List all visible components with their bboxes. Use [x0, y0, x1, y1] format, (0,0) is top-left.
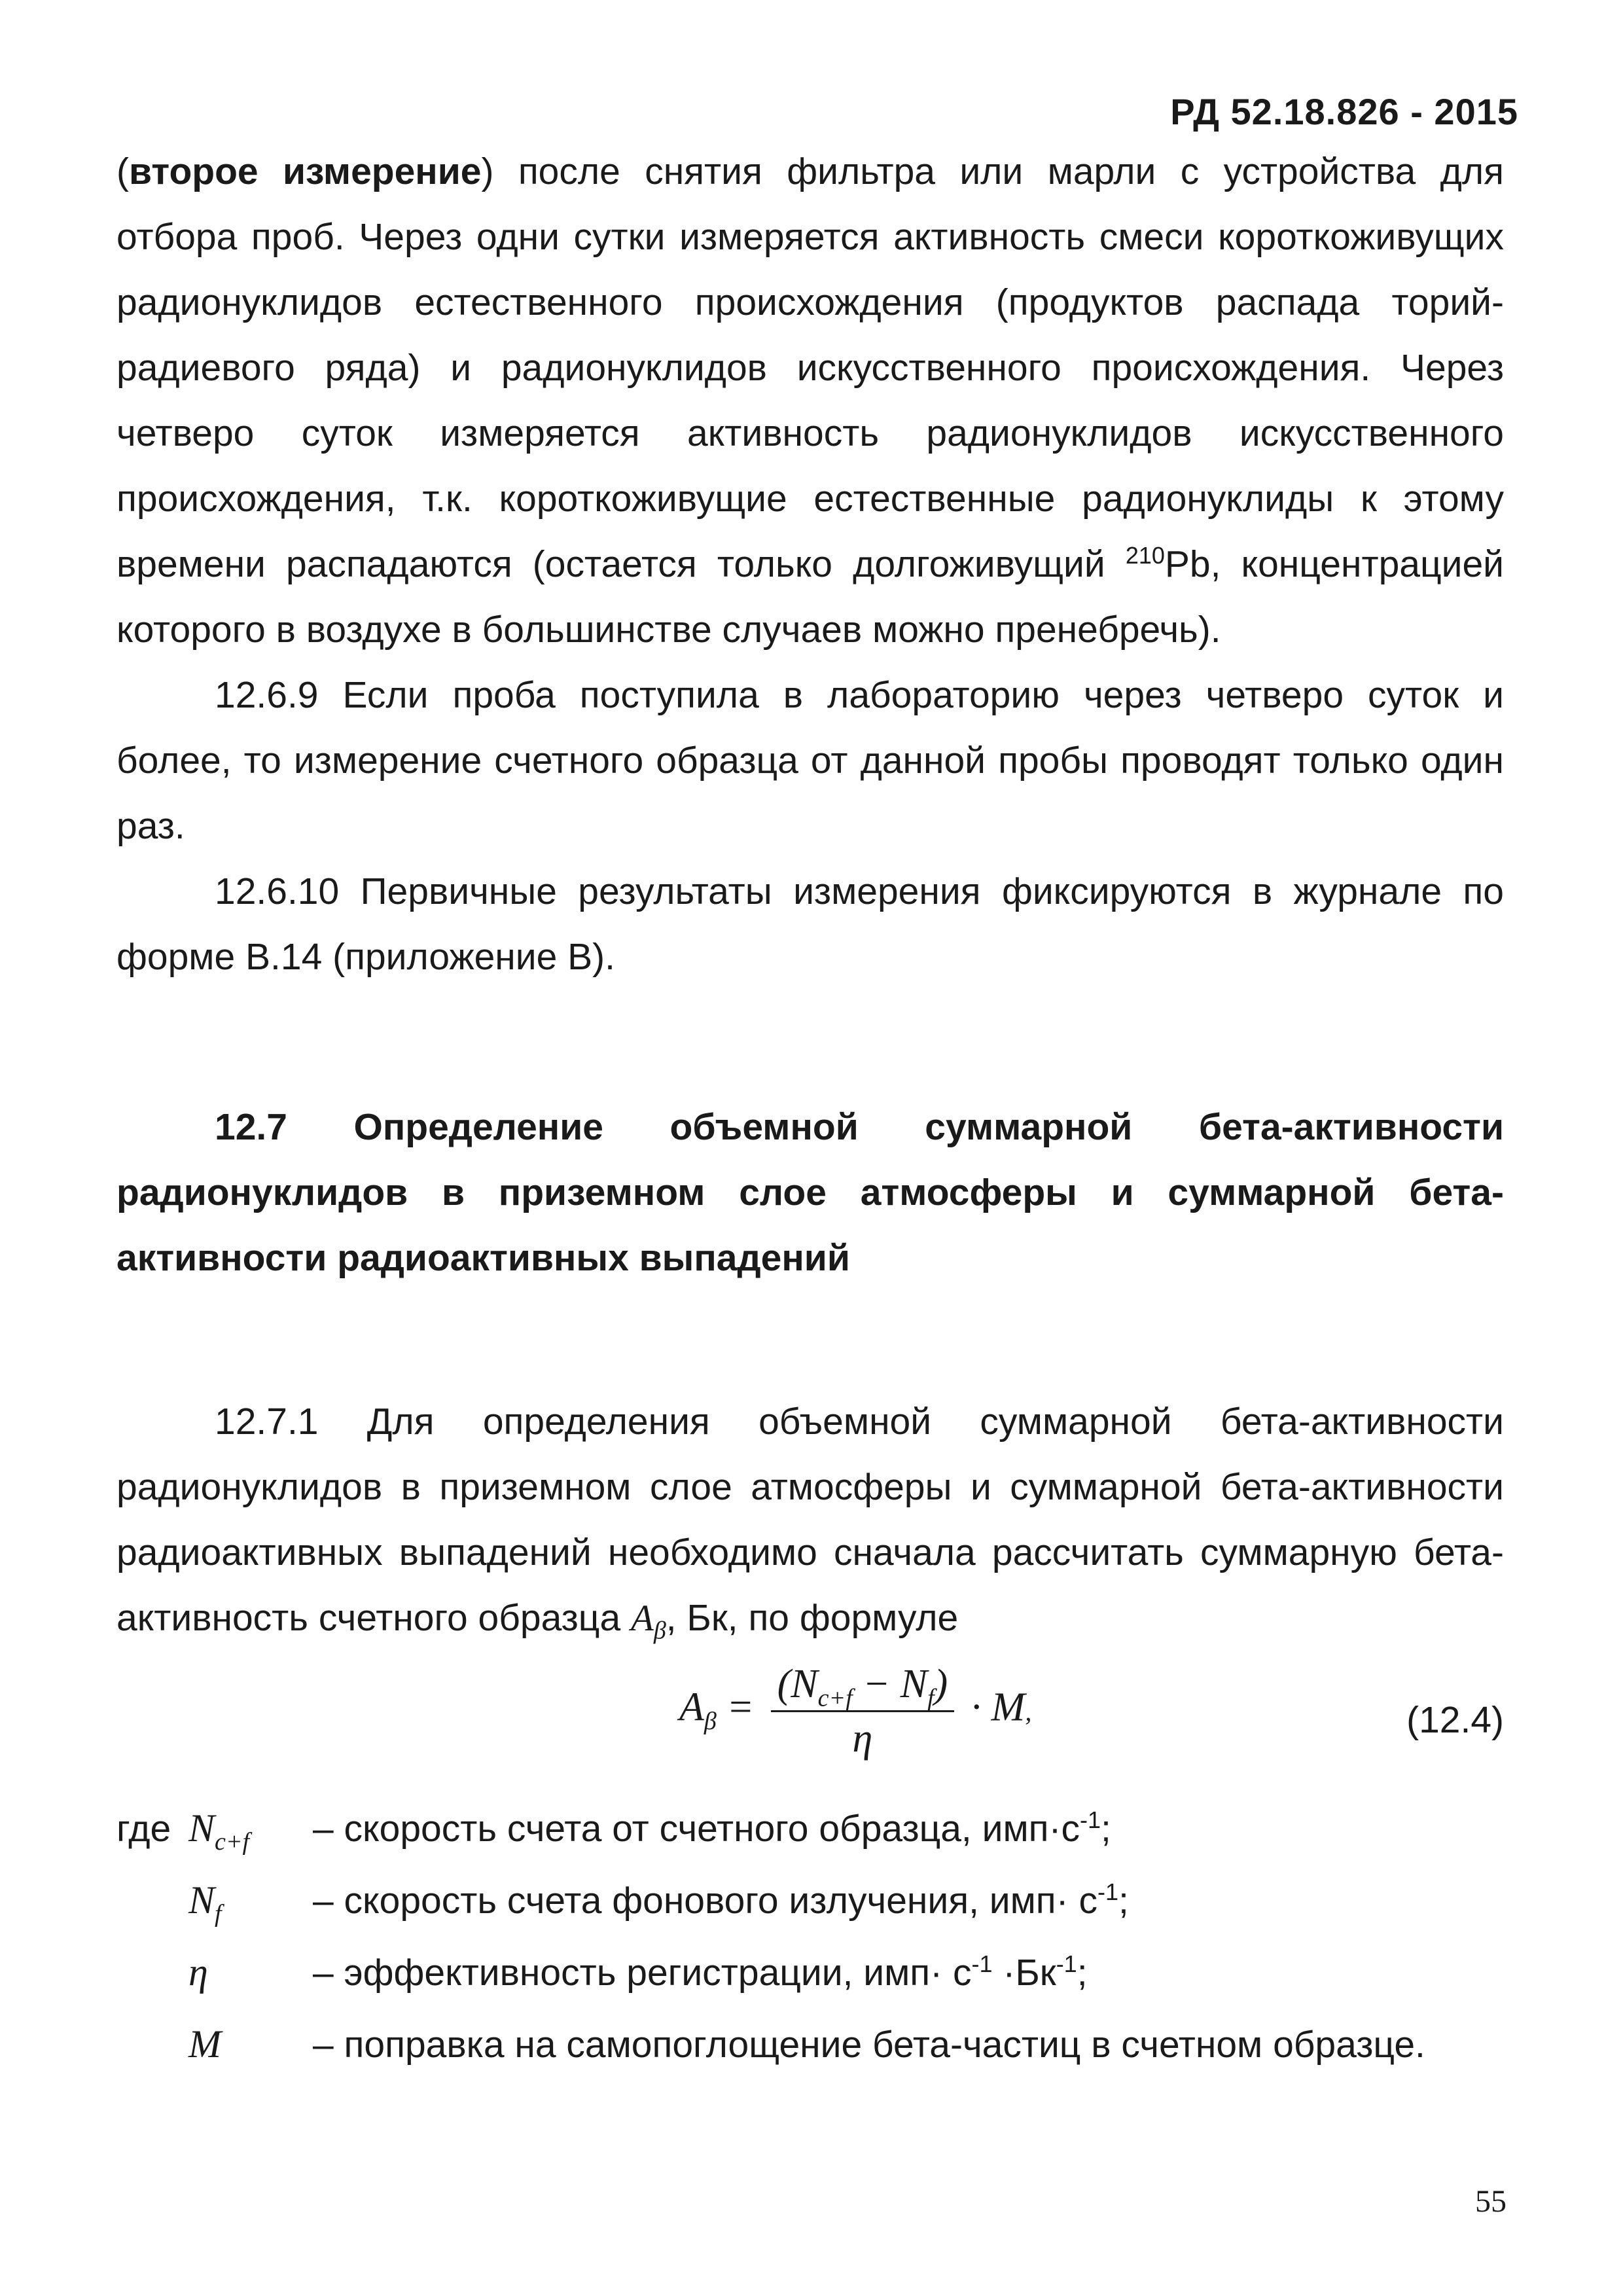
- formula-lhs-subscript: β: [704, 1708, 717, 1736]
- paragraph-12-7-1: [116, 1389, 1504, 1651]
- definition-tail: ;: [1101, 1808, 1111, 1850]
- formula-expression: [679, 1658, 1031, 1765]
- bold-term: второе измерение: [128, 151, 482, 192]
- definitions-list: [116, 1795, 1504, 2083]
- definition-text: [313, 1940, 1504, 2005]
- definition-body: – эффективность регистрации, имп· с: [313, 1952, 972, 1994]
- isotope-mass-number: 210: [1125, 542, 1165, 569]
- numerator-open: (N: [777, 1662, 818, 1706]
- definition-row: [116, 1795, 1504, 1867]
- paragraph-12-6-9: 12.6.9 Если проба поступила в лабораторию через четверо суток и более, то измерение счетного образца от данной пробы проводят только один раз.: [116, 674, 1504, 847]
- numerator-mid: − N: [852, 1662, 927, 1706]
- definition-tail: ;: [1118, 1880, 1129, 1922]
- symbol-letter: N: [188, 1878, 215, 1922]
- formula-lhs: A: [679, 1685, 704, 1730]
- symbol-subscript: f: [215, 1900, 222, 1928]
- paragraph-continued: (второе измерение) после снятия фильтра или марли с устройства для отбора проб. Через одни сутки измеряется активность смеси короткоживущих радионуклидов естественного происхождения (продуктов распада торий-радиевого ряда) и радионуклидов искусственного происхождения. Через четверо суток измеряется активность радионуклидов искусственного происхождения, т.к. короткоживущие естественные радионуклиды к этому времени распадаются (остается только долгоживущий $^{210}$Pb, концентрацией которого в воздухе в большинстве случаев можно пренебречь).: [116, 151, 1504, 651]
- definition-exponent: -1: [1079, 1806, 1101, 1833]
- document-code: РД 52.18.826 - 2015: [1170, 91, 1518, 132]
- paragraph-text-tail: Pb, концентрацией которого в воздухе в большинстве случаев можно пренебречь).: [116, 543, 1504, 651]
- formula-equals: =: [726, 1685, 755, 1730]
- definition-text: [313, 1796, 1504, 1861]
- formula-fraction: [771, 1658, 955, 1765]
- symbol-letter: A: [630, 1598, 654, 1639]
- numerator-sub-2: f: [927, 1684, 935, 1712]
- equation-number: (12.4): [1406, 1699, 1504, 1741]
- definitions-prefix: где: [116, 1808, 171, 1850]
- paragraph-text-end: , Бк, по формуле: [666, 1597, 959, 1639]
- page-number: 55: [1475, 2184, 1507, 2219]
- formula-comma: ,: [1025, 1696, 1032, 1727]
- symbol-subscript: c+f: [215, 1828, 250, 1856]
- section-heading-12-7: 12.7 Определение объемной суммарной бета-активности радионуклидов в приземном слое атмосферы и суммарной бета-активности радиоактивных выпадений: [116, 1106, 1504, 1279]
- symbol-a-beta: [630, 1598, 666, 1645]
- definition-text: [313, 1868, 1504, 1933]
- numerator-sub-1: c+f: [817, 1684, 853, 1712]
- definition-exponent-2: -1: [1056, 1950, 1077, 1977]
- paragraph-text: 12.7.1 Для определения объемной суммарной бета-активности радионуклидов в приземном слое атмосферы и суммарной бета-активности радиоактивных выпадений необходимо сначала рассчитать суммарную бета-активность счетного образца: [116, 1401, 1504, 1639]
- definition-row: [116, 2011, 1504, 2083]
- formula-12-4: [116, 1658, 1504, 1795]
- symbol-letter: η: [188, 1950, 208, 1994]
- definition-symbol: [188, 1867, 313, 1933]
- formula-multiplier: · M: [971, 1685, 1026, 1730]
- paragraph-text: ) после снятия фильтра или марли с устройства для отбора проб. Через одни сутки измеряется активность смеси короткоживущих радионуклидов естественного происхождения (продуктов распада торий-радиевого ряда) и радионуклидов искусственного происхождения. Через четверо суток измеряется активность радионуклидов искусственного происхождения, т.к. короткоживущие естественные радионуклиды к этому времени распадаются (остается только долгоживущий: [116, 151, 1504, 585]
- page-content: [116, 139, 1504, 2083]
- numerator-close: ): [934, 1662, 948, 1706]
- definition-row: [116, 1939, 1504, 2011]
- definition-symbol: [188, 2011, 313, 2077]
- definition-tail: ;: [1077, 1952, 1088, 1994]
- symbol-letter: N: [188, 1806, 215, 1850]
- definition-exponent: -1: [1097, 1878, 1118, 1905]
- definition-body: – поправка на самопоглощение бета-частиц в счетном образце.: [313, 2024, 1425, 2066]
- definition-body: – скорость счета от счетного образца, имп·с: [313, 1808, 1080, 1850]
- symbol-subscript: β: [653, 1617, 666, 1645]
- formula-denominator: η: [852, 1716, 873, 1761]
- definition-symbol: [188, 1939, 313, 2005]
- paragraph-12-6-10: 12.6.10 Первичные результаты измерения фиксируются в журнале по форме В.14 (приложение В).: [116, 870, 1504, 978]
- formula-numerator: [771, 1658, 955, 1712]
- definition-symbol: [188, 1795, 313, 1861]
- symbol-letter: M: [188, 2022, 221, 2066]
- definition-mid: ·Бк: [992, 1952, 1056, 1994]
- definition-row: [116, 1867, 1504, 1939]
- definition-text: [313, 2012, 1504, 2077]
- definition-exponent: -1: [971, 1950, 993, 1977]
- definition-body: – скорость счета фонового излучения, имп· с: [313, 1880, 1097, 1922]
